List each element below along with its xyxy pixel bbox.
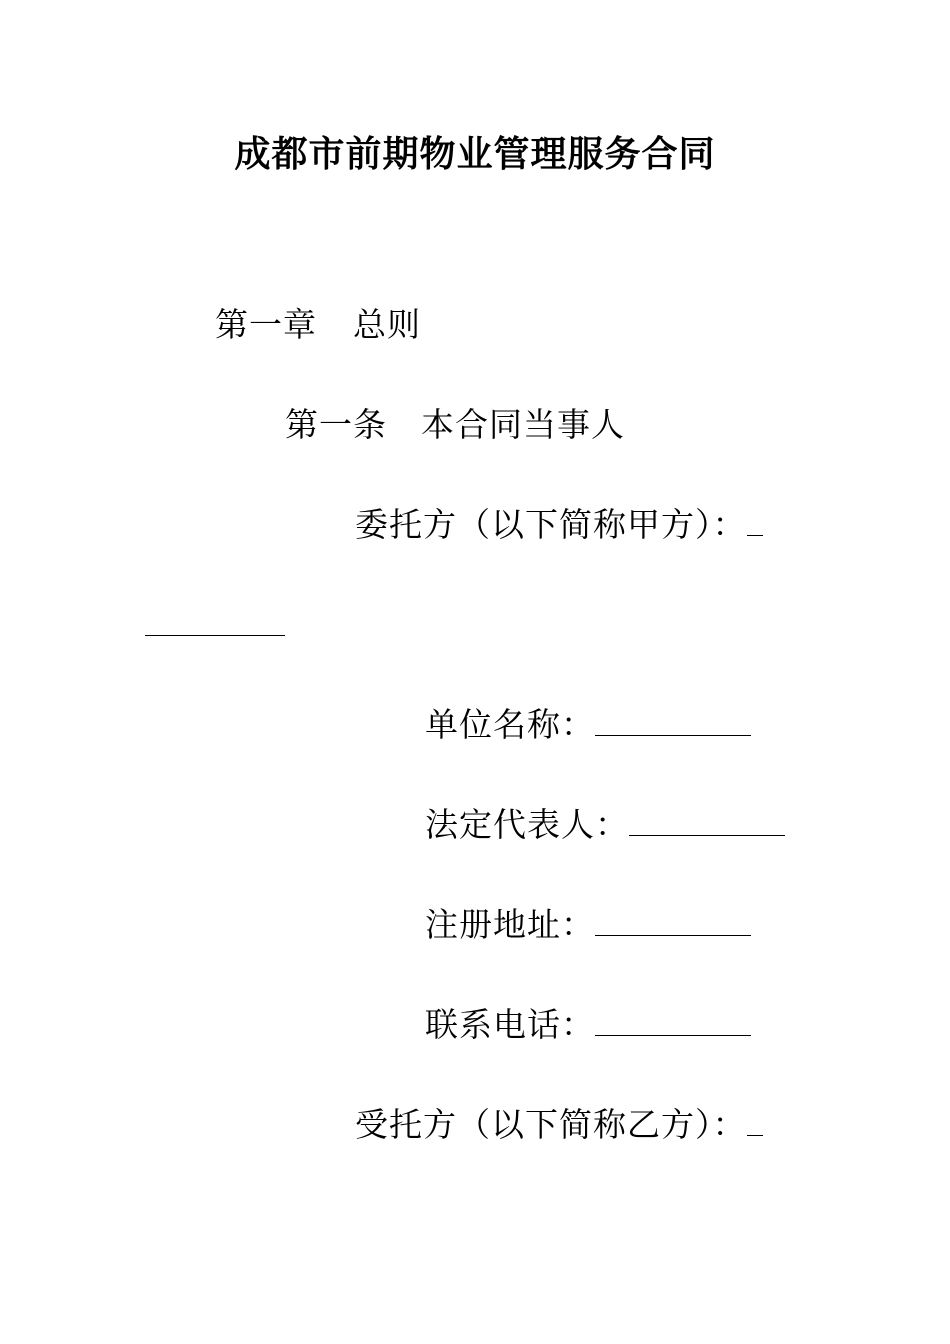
chapter-number: 第一章: [215, 305, 317, 344]
article-number: 第一条: [285, 405, 387, 444]
party-a-blank-start[interactable]: [747, 505, 763, 536]
document-title: 成都市前期物业管理服务合同: [234, 133, 716, 175]
party-a-field-row: [425, 705, 751, 745]
chapter-name: 总则: [353, 305, 421, 344]
chapter-heading: [215, 305, 421, 345]
party-a-blank-continuation[interactable]: [145, 605, 285, 645]
contact-phone-label: 联系电话：: [425, 1005, 595, 1044]
party-a-line: [355, 505, 763, 545]
party-a-label: 委托方（以下简称甲方）：: [355, 505, 747, 544]
party-a-field-row: [425, 805, 785, 845]
legal-representative-blank[interactable]: [629, 805, 785, 836]
party-a-field-row: [425, 1005, 751, 1045]
party-b-label: 受托方（以下简称乙方）：: [355, 1105, 747, 1144]
party-b-line: [355, 1105, 763, 1145]
contact-phone-blank[interactable]: [595, 1005, 751, 1036]
unit-name-blank[interactable]: [595, 705, 751, 736]
unit-name-label: 单位名称：: [425, 705, 595, 744]
article-heading: [285, 405, 625, 445]
party-a-blank[interactable]: [145, 605, 285, 636]
party-b-blank-start[interactable]: [747, 1105, 763, 1136]
registered-address-label: 注册地址：: [425, 905, 595, 944]
legal-representative-label: 法定代表人：: [425, 805, 629, 844]
registered-address-blank[interactable]: [595, 905, 751, 936]
party-a-field-row: [425, 905, 751, 945]
article-name: 本合同当事人: [421, 405, 625, 444]
